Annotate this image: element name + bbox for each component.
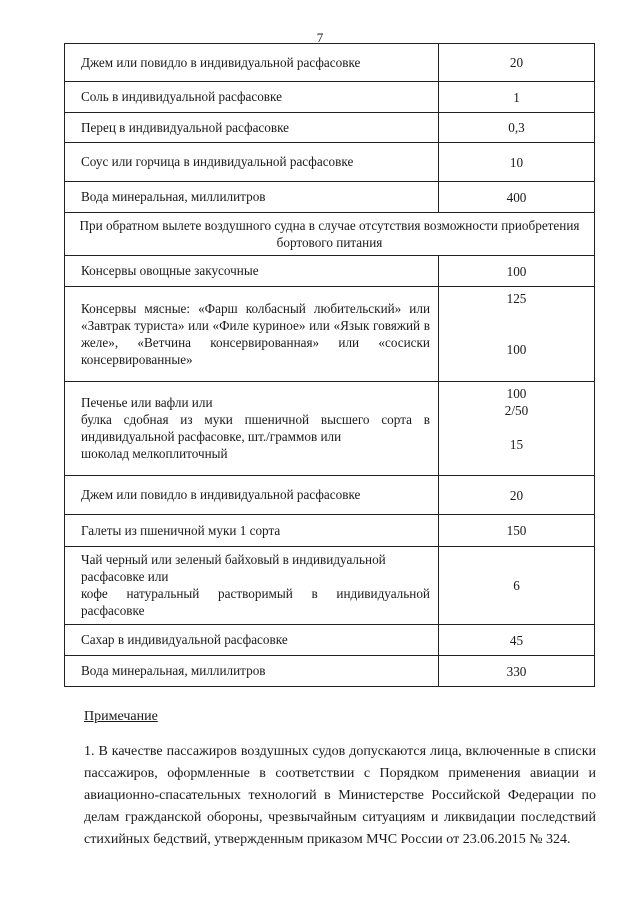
item-line: булка сдобная из муки пшеничной высшего сорта в индивидуальной расфасовке, шт./граммов или xyxy=(81,412,430,444)
item-value xyxy=(439,382,595,476)
item-name: Сахар в индивидуальной расфасовке xyxy=(65,625,439,656)
section-header: При обратном вылете воздушного судна в случае отсутствия возможности приобретения бортового питания xyxy=(65,213,595,256)
item-value: 20 xyxy=(439,476,595,515)
item-name: Консервы овощные закусочные xyxy=(65,256,439,287)
item-name: Вода минеральная, миллилитров xyxy=(65,182,439,213)
table-row xyxy=(65,113,595,143)
item-value: 20 xyxy=(439,44,595,82)
table-row xyxy=(65,625,595,656)
item-line: кофе натуральный растворимый в индивидуальной расфасовке xyxy=(81,586,430,618)
table-row xyxy=(65,256,595,287)
item-value: 10 xyxy=(439,143,595,182)
item-value: 330 xyxy=(439,656,595,687)
note-heading: Примечание xyxy=(84,709,158,724)
item-value: 100 xyxy=(439,256,595,287)
item-value: 45 xyxy=(439,625,595,656)
value-line: 15 xyxy=(509,437,524,452)
value-line: 100 xyxy=(506,342,527,357)
table-row xyxy=(65,287,595,382)
value-line: 2/50 xyxy=(504,403,529,418)
item-line: шоколад мелкоплиточный xyxy=(81,446,228,461)
table-row xyxy=(65,382,595,476)
value-line: 100 xyxy=(506,386,527,401)
item-name: Перец в индивидуальной расфасовке xyxy=(65,113,439,143)
note-paragraph: 1. В качестве пассажиров воздушных судов допускаются лица, включенные в списки пассажиров, оформленные в соответствии с Порядком применения авиации и авиационно-спасательных технологий в Министерстве Российской Федерации по делам гражданской обороны, чрезвычайным ситуациям и ликвидации последствий стихийных бедствий, утвержденным приказом МЧС России от 23.06.2015 № 324. xyxy=(84,744,596,847)
item-value: 0,3 xyxy=(439,113,595,143)
table-row xyxy=(65,143,595,182)
item-value xyxy=(439,287,595,382)
table-row xyxy=(65,44,595,82)
table-row xyxy=(65,82,595,113)
item-name: Джем или повидло в индивидуальной расфасовке xyxy=(65,44,439,82)
item-name xyxy=(65,382,439,476)
table-row xyxy=(65,476,595,515)
value-line: 125 xyxy=(506,291,527,306)
item-name: Джем или повидло в индивидуальной расфасовке xyxy=(65,476,439,515)
item-name xyxy=(65,547,439,625)
section-header-row xyxy=(65,213,595,256)
item-name: Вода минеральная, миллилитров xyxy=(65,656,439,687)
table-row xyxy=(65,515,595,547)
table-row xyxy=(65,182,595,213)
item-name: Консервы мясные: «Фарш колбасный любительский» или «Завтрак туриста» или «Филе куриное» или «Язык говяжий в желе», «Ветчина консервированная» или «сосиски консервированные» xyxy=(65,287,439,382)
item-value: 6 xyxy=(439,547,595,625)
item-name: Галеты из пшеничной муки 1 сорта xyxy=(65,515,439,547)
item-name: Соус или горчица в индивидуальной расфасовке xyxy=(65,143,439,182)
page-number: 7 xyxy=(316,30,324,45)
item-name: Соль в индивидуальной расфасовке xyxy=(65,82,439,113)
table-row xyxy=(65,547,595,625)
table-row xyxy=(65,656,595,687)
food-norms-table xyxy=(64,43,595,687)
item-line: Печенье или вафли или xyxy=(81,395,213,410)
item-value: 150 xyxy=(439,515,595,547)
item-value: 1 xyxy=(439,82,595,113)
item-line: Чай черный или зеленый байховый в индивидуальной расфасовке или xyxy=(81,552,386,584)
item-value: 400 xyxy=(439,182,595,213)
